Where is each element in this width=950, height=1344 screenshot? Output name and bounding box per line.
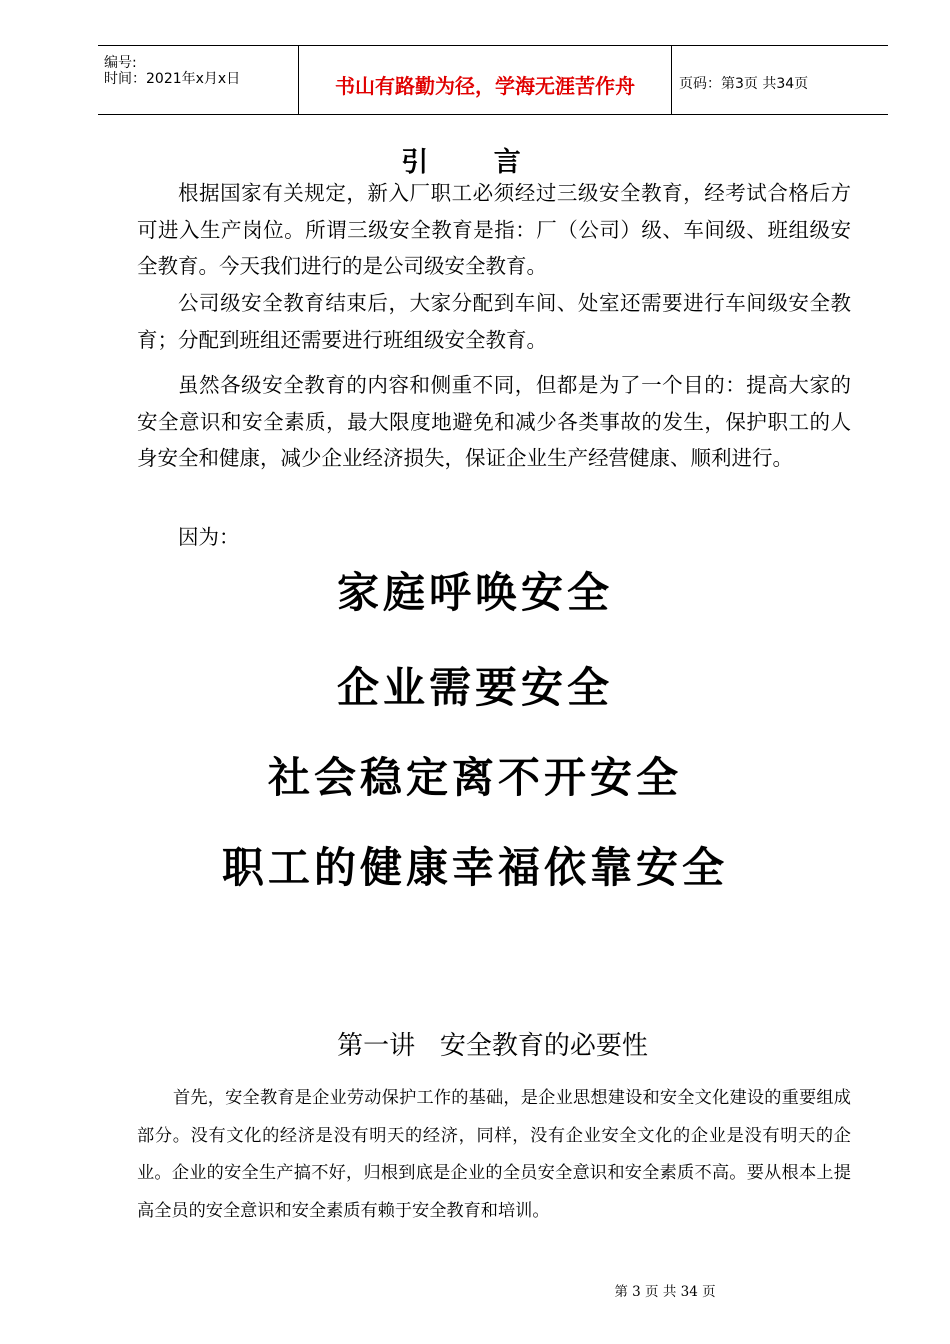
intro-paragraph-3: 虽然各级安全教育的内容和侧重不同，但都是为了一个目的：提高大家的安全意识和安全素质，最大限度地避免和减少各类事故的发生，保护职工的人身安全和健康，减少企业经济损失，保证企业生产经营健康、顺利进行。 — [137, 373, 851, 470]
document-date-label: 时间：2021年x月x日 — [104, 71, 241, 87]
intro-title: 引 言 — [401, 147, 549, 178]
header-motto-cell — [298, 46, 672, 114]
slogan-line-3: 社会稳定离不开安全 — [267, 753, 682, 802]
header-motto: 书山有路勤为径，学海无涯苦作舟 — [335, 74, 635, 98]
slogan-line-1: 家庭呼唤安全 — [336, 568, 613, 617]
slogan-line-4: 职工的健康幸福依靠安全 — [221, 843, 728, 892]
document-number-label: 编号: — [104, 55, 137, 71]
header-page-info: 页码：第3页 共34页 — [679, 76, 809, 92]
section-paragraph: 首先，安全教育是企业劳动保护工作的基础，是企业思想建设和安全文化建设的重要组成部分。没有文化的经济是没有明天的经济，同样，没有企业安全文化的企业是没有明天的企业。企业的安全生产搞不好，归根到底是企业的全员安全意识和安全素质不高。要从根本上提高全员的安全意识和安全素质有赖于安全教育和培训。 — [137, 1088, 851, 1221]
document-header — [98, 45, 888, 115]
intro-paragraph-2: 公司级安全教育结束后，大家分配到车间、处室还需要进行车间级安全教育；分配到班组还需要进行班组级安全教育。 — [137, 291, 851, 352]
intro-paragraph-4: 因为： — [178, 525, 240, 549]
header-meta-cell — [98, 46, 298, 114]
intro-paragraph-1: 根据国家有关规定，新入厂职工必须经过三级安全教育，经考试合格后方可进入生产岗位。所谓三级安全教育是指：厂（公司）级、车间级、班组级安全教育。今天我们进行的是公司级安全教育。 — [137, 181, 851, 278]
page-footer: 第 3 页 共 34 页 — [614, 1284, 716, 1300]
header-page-cell — [671, 46, 888, 114]
section-heading: 第一讲 安全教育的必要性 — [337, 1031, 648, 1061]
slogan-line-2: 企业需要安全 — [336, 663, 613, 712]
